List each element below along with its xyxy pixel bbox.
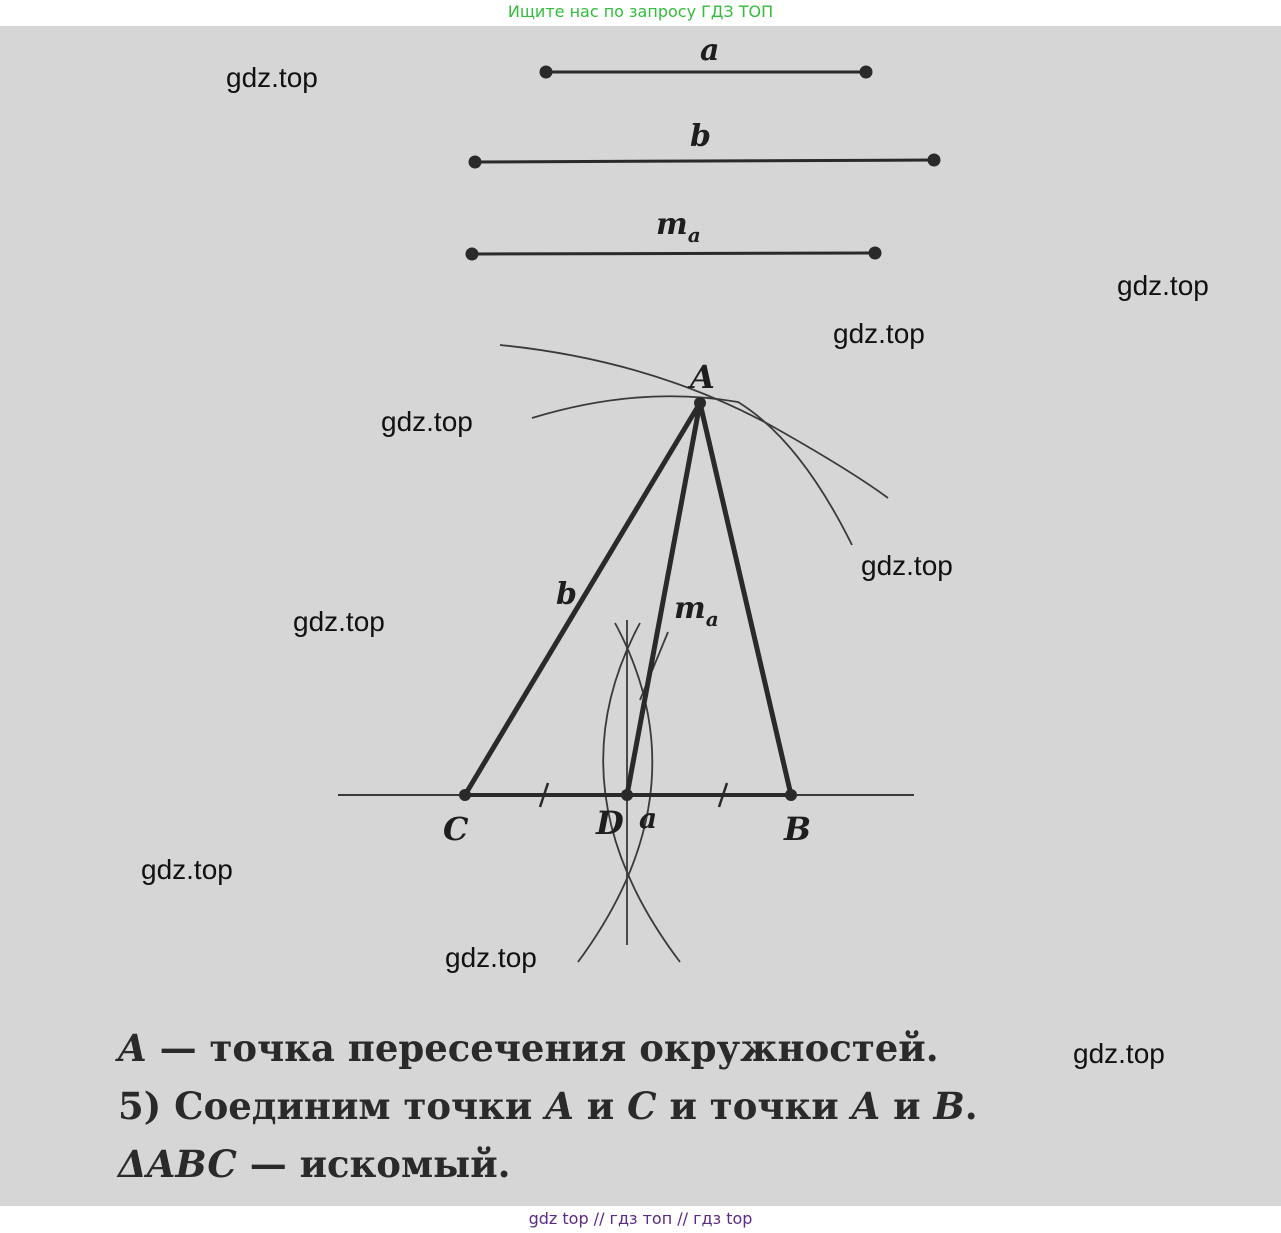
segment-m-line bbox=[472, 253, 875, 254]
watermark: gdz.top bbox=[226, 62, 318, 93]
caption-line-2-and2: и bbox=[880, 1084, 934, 1128]
point-a-dot bbox=[694, 397, 706, 409]
base-a-label: a bbox=[639, 802, 658, 835]
caption-line-1 bbox=[118, 1026, 939, 1070]
point-b-label: B bbox=[784, 810, 812, 848]
segment-m-end bbox=[870, 248, 880, 258]
segment-m-label: m bbox=[656, 207, 688, 242]
bisector-arc-right bbox=[578, 623, 652, 962]
caption-triangle: ΔABC bbox=[118, 1142, 237, 1186]
caption-line-2-and1: и bbox=[573, 1084, 628, 1128]
caption-line-2-prefix: 5) Соединим точки bbox=[118, 1084, 546, 1128]
point-d-dot bbox=[621, 789, 633, 801]
caption-line-2-p4: B bbox=[933, 1084, 965, 1128]
median-label: m bbox=[674, 591, 706, 626]
side-b-label: b bbox=[556, 577, 577, 612]
watermark: gdz.top bbox=[833, 318, 925, 349]
point-a-label: A bbox=[690, 358, 715, 396]
segment-m-start bbox=[467, 249, 477, 259]
segment-m-label-group bbox=[656, 207, 701, 247]
watermark: gdz.top bbox=[293, 606, 385, 637]
watermark: gdz.top bbox=[1117, 270, 1209, 301]
caption-line-2-p3: A bbox=[851, 1084, 881, 1128]
segment-b-label: b bbox=[690, 119, 711, 154]
caption-line-2-end: . bbox=[964, 1084, 978, 1128]
segment-b-end bbox=[929, 155, 939, 165]
top-banner[interactable]: Ищите нас по запросу ГДЗ ТОП bbox=[507, 2, 774, 21]
segment-m-sub: a bbox=[687, 223, 701, 247]
caption-line-1-text: — точка пересечения окружностей. bbox=[146, 1026, 939, 1070]
segment-b-line bbox=[475, 160, 934, 162]
median-label-group bbox=[674, 591, 719, 631]
watermark: gdz.top bbox=[445, 942, 537, 973]
point-c-dot bbox=[459, 789, 471, 801]
textbook-scan bbox=[0, 26, 1281, 1206]
bottom-banner[interactable]: gdz top // гдз топ // гдз top bbox=[0, 1206, 1281, 1233]
watermark: gdz.top bbox=[861, 550, 953, 581]
median-sub: a bbox=[705, 607, 719, 631]
point-d-label: D bbox=[596, 804, 624, 842]
caption-line-3 bbox=[118, 1142, 511, 1186]
caption-line-2 bbox=[118, 1084, 978, 1128]
segment-a-label: a bbox=[700, 33, 720, 68]
caption-line-2-mid: и точки bbox=[656, 1084, 852, 1128]
bisector-arc-left bbox=[603, 623, 680, 962]
watermark: gdz.top bbox=[1073, 1038, 1165, 1069]
caption-line-2-p2: C bbox=[627, 1084, 657, 1128]
segment-a-start bbox=[541, 67, 551, 77]
segment-b-start bbox=[470, 157, 480, 167]
side-ab bbox=[700, 403, 791, 795]
point-c-label: C bbox=[443, 810, 469, 848]
segment-a-end bbox=[861, 67, 871, 77]
caption-line-3-text: — искомый. bbox=[236, 1142, 511, 1186]
point-b-dot bbox=[785, 789, 797, 801]
caption-line-2-p1: A bbox=[545, 1084, 574, 1128]
watermark: gdz.top bbox=[381, 406, 473, 437]
caption-point-a: A bbox=[118, 1026, 147, 1070]
watermark: gdz.top bbox=[141, 854, 233, 885]
